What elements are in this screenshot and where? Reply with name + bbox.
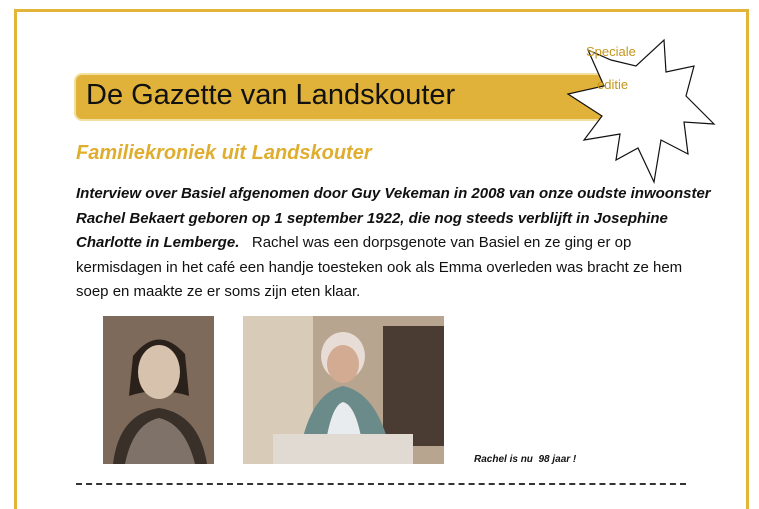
article-body: Rachel was een dorpsgenote van Basiel en ze ging er op kermisdagen in het café een handje toesteken ook als Emma overleden was bracht ze hem soep en maakte ze er soms zijn eten klaar.: [76, 234, 683, 300]
article-lead: Interview over Basiel afgenomen door Guy Vekeman in 2008 van onze oudste inwoonster Rachel Bekaert geboren op 1 september 1922, die nog steeds verblijft in Josephine Charlotte in Lemberge.: [76, 185, 711, 251]
newspaper-title: De Gazette van Landskouter: [86, 79, 456, 111]
photo-rachel-now: [243, 316, 444, 464]
photo-caption: Rachel is nu 98 jaar !: [474, 454, 577, 465]
section-separator: [76, 483, 686, 485]
photo-young-rachel: [103, 316, 214, 464]
article-subtitle: Familiekroniek uit Landskouter: [76, 142, 372, 164]
article-intro: [76, 182, 716, 305]
badge-text-line1: Speciale: [586, 44, 636, 59]
badge-text-line2: editie: [597, 77, 629, 92]
